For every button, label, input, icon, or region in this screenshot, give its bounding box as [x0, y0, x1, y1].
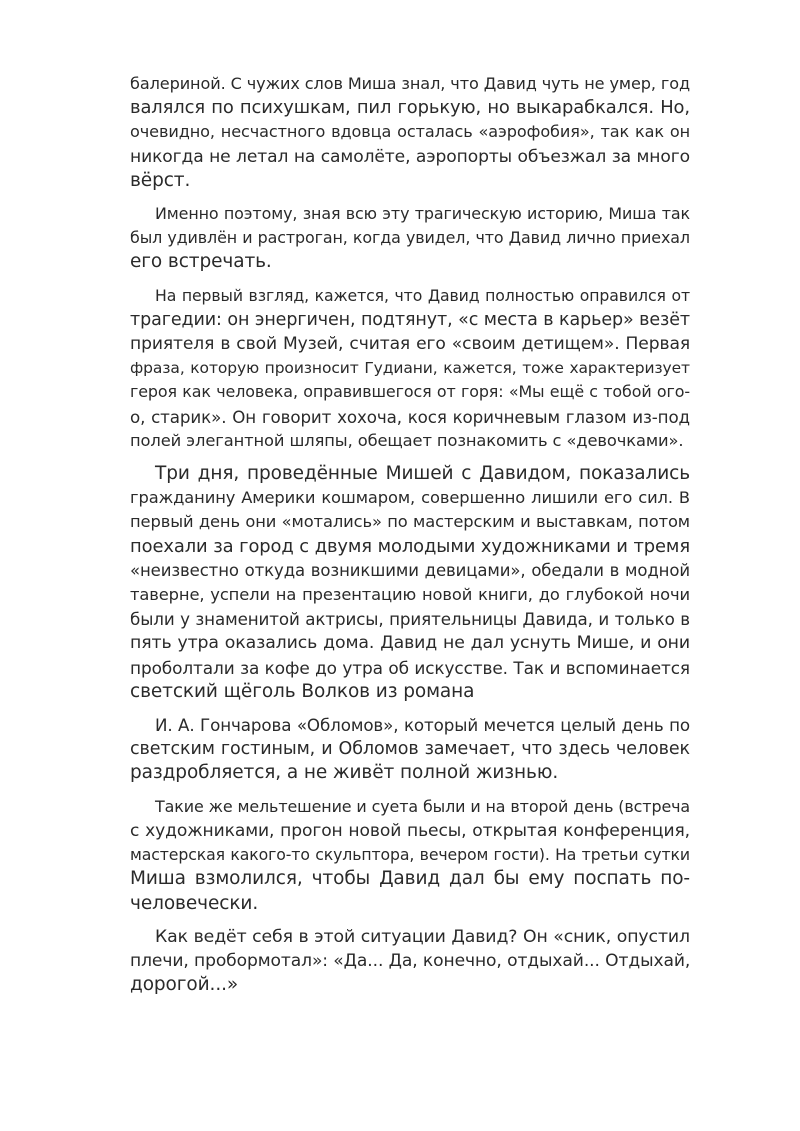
text-line: первый день они «мотались» по мастерским и выставкам, потом: [130, 512, 690, 532]
text-line: полей элегантной шляпы, обещает познакомить с «девочками».: [130, 430, 684, 450]
paragraph-1: [130, 72, 690, 193]
document-page: [130, 72, 690, 1006]
text-line: Как ведёт себя в этой ситуации Давид? Он «сник, опустил: [155, 926, 690, 947]
text-line: светский щёголь Волков из романа: [130, 680, 475, 702]
text-line: проболтали за кофе до утра об искусстве. Так и вспоминается: [130, 657, 690, 678]
text-line: Миша взмолился, чтобы Давид дал бы ему поспать по-: [130, 868, 690, 890]
text-line: поехали за город с двумя молодыми художниками и тремя: [130, 535, 690, 557]
text-line: И. А. Гончарова «Обломов», который мечется целый день по: [155, 715, 690, 736]
paragraph-3: [130, 284, 690, 453]
text-line: Именно поэтому, зная всю эту трагическую историю, Миша так: [155, 204, 690, 224]
text-line: был удивлён и растроган, когда увидел, что Давид лично приехал: [130, 228, 690, 248]
paragraph-2: [130, 202, 690, 275]
text-line: мастерская какого-то скульптора, вечером гости). На третьи сутки: [130, 845, 690, 865]
text-line: светским гостиным, и Обломов замечает, что здесь человек: [130, 739, 690, 760]
text-line: фраза, которую произносит Гудиани, кажется, тоже характеризует: [130, 359, 690, 378]
text-line: человечески.: [130, 892, 259, 914]
text-line: о, старик». Он говорит хохоча, кося коричневым глазом из-под: [130, 406, 690, 427]
text-line: очевидно, несчастного вдовца осталась «аэрофобия», так как он: [130, 122, 690, 142]
text-line: плечи, пробормотал»: «Да... Да, конечно, отдыхай... Отдыхай,: [130, 950, 691, 971]
text-line: вёрст.: [130, 169, 191, 191]
text-line: его встречать.: [130, 251, 272, 273]
text-line: раздробляется, а не живёт полной жизнью.: [130, 762, 559, 784]
text-line: На первый взгляд, кажется, что Давид полностью оправился от: [155, 285, 690, 305]
text-line: дорогой...»: [130, 974, 239, 996]
text-line: приятеля в свой Музей, считая его «своим детищем». Первая: [130, 334, 690, 355]
text-line: никогда не летал на самолёте, аэропорты объезжал за много: [130, 146, 690, 167]
paragraph-6: [130, 795, 690, 916]
text-line: гражданину Америки кошмаром, совершенно лишили его сил. В: [130, 488, 690, 508]
text-line: «неизвестно откуда возникшими девицами», обедали в модной: [130, 560, 690, 580]
paragraph-5: [130, 713, 690, 786]
text-line: Три дня, проведённые Мишей с Давидом, показались: [155, 463, 690, 485]
text-line: валялся по психушкам, пил горькую, но выкарабкался. Но,: [130, 97, 690, 119]
text-line: таверне, успели на презентацию новой книги, до глубокой ночи: [130, 585, 690, 605]
text-line: пять утра оказались дома. Давид не дал уснуть Мише, и они: [130, 633, 690, 654]
text-line: героя как человека, оправившегося от горя: «Мы ещё с тобой ого-: [130, 382, 690, 402]
text-line: балериной. С чужих слов Миша знал, что Давид чуть не умер, год: [130, 74, 691, 93]
text-line: Такие же мельтешение и суета были и на второй день (встреча: [155, 796, 691, 816]
text-line: были у знаменитой актрисы, приятельницы Давида, и только в: [130, 609, 690, 630]
text-line: трагедии: он энергичен, подтянут, «с места в карьер» везёт: [130, 309, 690, 330]
paragraph-7: [130, 925, 690, 998]
paragraph-4: [130, 462, 690, 704]
text-line: с художниками, прогон новой пьесы, открытая конференция,: [130, 820, 690, 841]
